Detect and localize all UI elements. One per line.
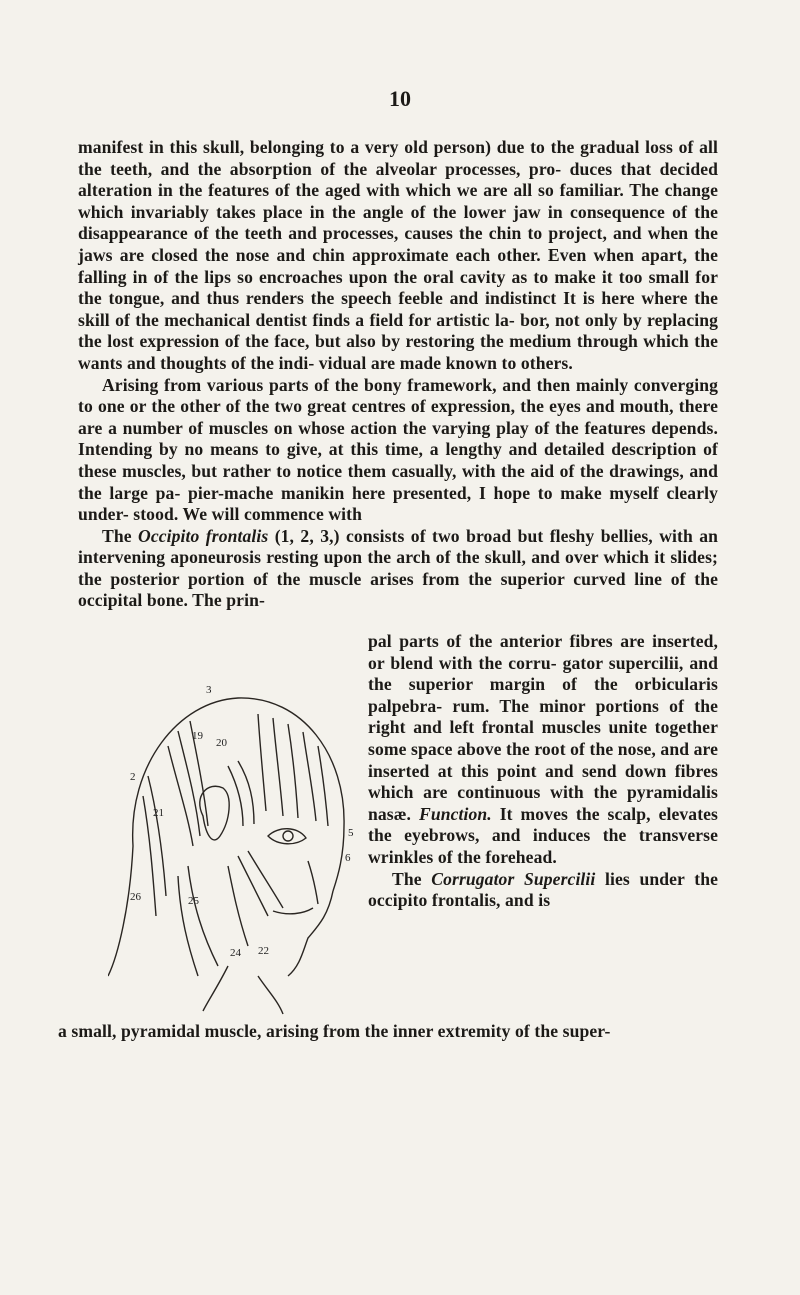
figure-label: 22: [258, 945, 269, 957]
side-text-part1: pal parts of the anterior fibres are inserted, or blend with the corru- gator supercilii, and the superior margin of the orbicularis palpebra- rum. The minor portions of the right and left frontal muscles unite together some space above the root of the nose, and are inserted at this point and send down fibres which are continuous with the pyramidalis nasæ.: [368, 631, 718, 824]
body-text-side: [368, 631, 718, 912]
figure-label: 2: [130, 771, 136, 783]
figure-label: 21: [153, 807, 164, 819]
paragraph-2: Arising from various parts of the bony framework, and then mainly converging to one or the other of the two great centres of expression, the eyes and mouth, there are a number of muscles on whose action the varying play of the features depends. Intending by no means to give, at this time, a lengthy and detailed description of these muscles, but rather to notice them casually, with the aid of the drawings, and the large pa- pier-mache manikin here presented, I hope to make myself clearly under- stood. We will commence with: [78, 374, 718, 525]
paragraph-3: [78, 526, 718, 612]
occipito-term: Occipito frontalis: [138, 525, 269, 546]
figure-label: 3: [206, 684, 212, 696]
occipito-rest: (1, 2, 3,) consists of two broad but fleshy bellies, with an intervening aponeurosis resting upon the arch of the skull, and over which it slides; the posterior portion of the muscle arises from the superior curved line of the occipital bone. The prin-: [78, 525, 718, 611]
figure-label: 20: [216, 737, 227, 749]
paragraph-4: [368, 869, 718, 912]
paragraph-4-continued: a small, pyramidal muscle, arising from the inner extremity of the super-: [58, 1021, 611, 1041]
corrugator-rest: lies under the occipito frontalis, and is: [368, 868, 718, 911]
body-text-bottom: [58, 1021, 718, 1043]
figure-label-group: [130, 684, 354, 959]
corrugator-term: Corrugator Supercilii: [431, 868, 596, 889]
figure-label: 19: [192, 730, 203, 742]
figure-label: 26: [130, 891, 141, 903]
figure-label: 24: [230, 947, 241, 959]
anatomical-figure: [108, 676, 358, 1016]
page-number: 10: [389, 86, 411, 111]
side-text-part2: It moves the scalp, elevates the eyebrows, and induces the transverse wrinkles of the forehead.: [368, 803, 719, 867]
occipito-lead: The: [102, 525, 132, 546]
body-text-top: [78, 137, 718, 612]
paragraph-3-continued: [368, 631, 718, 869]
function-label: Function.: [418, 803, 492, 824]
figure-label: 6: [345, 852, 351, 864]
paragraph-1: manifest in this skull, belonging to a very old person) due to the gradual loss of all the teeth, and the absorption of the alveolar processes, pro- duces that decided alteration in the features of the aged with which we are all so familiar. The change which invariably takes place in the angle of the lower jaw in consequence of the disappearance of the teeth and processes, causes the chin to project, and when the jaws are closed the nose and chin approximate each other. Even when apart, the falling in of the lips so encroaches upon the oral cavity as to make it too small for the tongue, and thus renders the speech feeble and indistinct It is here where the skill of the mechanical dentist finds a field for artistic la- bor, not only by replacing the lost expression of the face, but also by restoring the medium through which the wants and thoughts of the indi- vidual are made known to others.: [78, 137, 718, 373]
head-muscle-drawing: [108, 676, 358, 1016]
figure-label: 25: [188, 895, 199, 907]
corrugator-lead: The: [392, 868, 422, 889]
figure-label: 5: [348, 827, 354, 839]
